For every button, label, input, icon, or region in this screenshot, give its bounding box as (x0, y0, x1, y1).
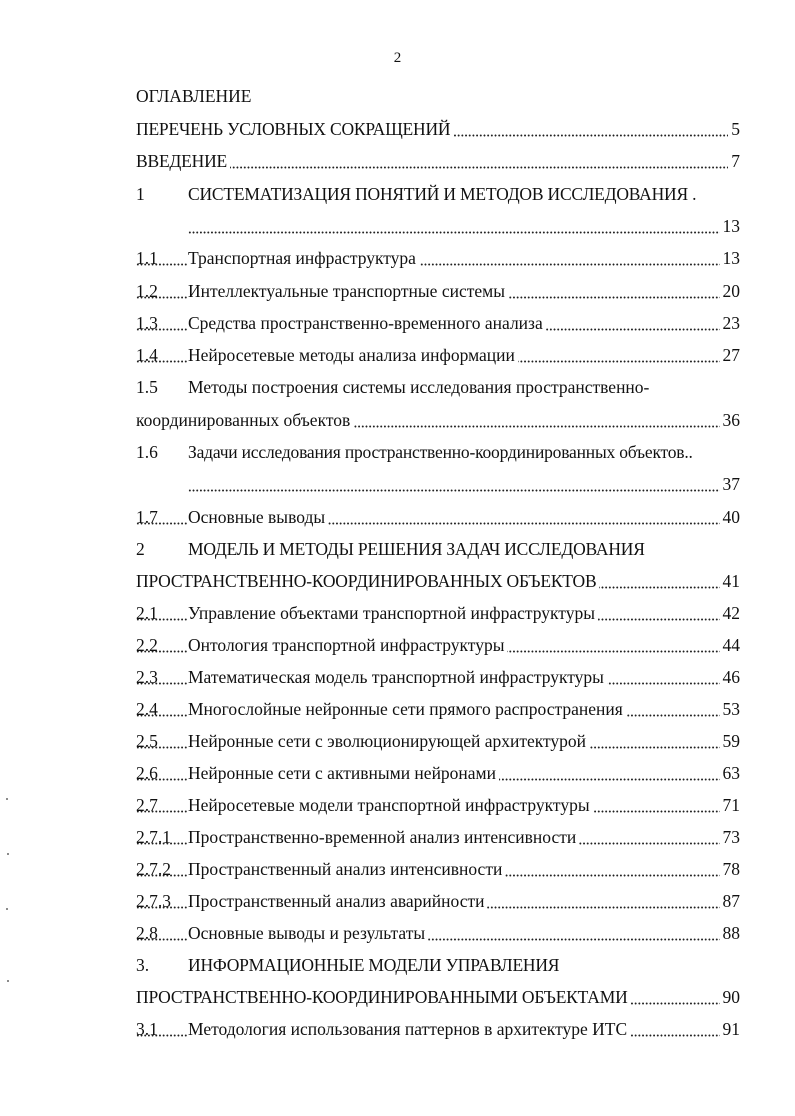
toc-entry (136, 729, 740, 753)
toc-title-text: ОГЛАВЛЕНИЕ (136, 86, 252, 106)
toc-entry-text-continuation: ПРОСТРАНСТВЕННО-КООРДИНИРОВАННЫХ ОБЪЕКТОВ (136, 569, 599, 593)
toc-entry (136, 440, 740, 464)
toc-entry-page: 13 (720, 246, 741, 270)
toc-entry-number: 2.1 (136, 603, 158, 623)
toc-entry-number: 2.5 (136, 731, 158, 751)
toc-entry (136, 1017, 740, 1041)
page-number: 2 (393, 50, 402, 66)
toc-entry-text: Транспортная инфраструктура (188, 246, 419, 270)
toc-entry (136, 343, 740, 367)
toc-entry (136, 149, 740, 173)
toc-entry-number: 2.8 (136, 923, 158, 943)
toc-entry-page: 37 (720, 472, 741, 496)
toc-entry-continuation (136, 985, 740, 1009)
toc-entry-text: Задачи исследования пространственно-координированных объектов.. (188, 442, 693, 462)
toc-entry-page: 5 (728, 117, 740, 141)
toc-entry-page: 20 (720, 279, 741, 303)
toc-entry-text: Основные выводы и результаты (188, 921, 428, 945)
toc-entry-number: 1.3 (136, 313, 158, 333)
toc-entry-text: Нейросетевые модели транспортной инфраструктуры (188, 793, 593, 817)
toc-entry-text: Интеллектуальные транспортные системы (188, 279, 508, 303)
toc-entry-text: Нейронные сети с активными нейронами (188, 761, 499, 785)
toc-entry-text: МОДЕЛЬ И МЕТОДЫ РЕШЕНИЯ ЗАДАЧ ИССЛЕДОВАНИЯ (188, 539, 645, 559)
toc-entry-text: Математическая модель транспортной инфраструктуры (188, 665, 607, 689)
toc-entry-page: 46 (720, 665, 741, 689)
toc-entry-page: 53 (720, 697, 741, 721)
toc-entry (136, 953, 740, 977)
toc-entry-number: 2.7.1 (136, 827, 171, 847)
toc-entry-text-continuation: ПРОСТРАНСТВЕННО-КООРДИНИРОВАННЫМИ ОБЪЕКТАМИ (136, 985, 631, 1009)
toc-entry (136, 505, 740, 529)
toc-entry-number: 1 (136, 184, 145, 204)
toc-entry-number: 1.4 (136, 345, 158, 365)
toc-entry-text: Пространственно-временной анализ интенсивности (188, 825, 579, 849)
toc-entry-page: 40 (720, 505, 741, 529)
toc-entry-page: 88 (720, 921, 741, 945)
toc-entry-page: 23 (720, 311, 741, 335)
toc-entry-page: 7 (728, 149, 740, 173)
scan-speck (7, 853, 9, 855)
toc-entry-number: 2.7 (136, 795, 158, 815)
toc-entry-page: 90 (720, 985, 741, 1009)
toc-entry-page: 27 (720, 343, 741, 367)
toc-entry-page: 41 (720, 569, 741, 593)
toc-entry-continuation (188, 214, 740, 238)
toc-entry-text: Нейросетевые методы анализа информации (188, 343, 518, 367)
scan-speck (6, 908, 8, 910)
toc-entry-text: СИСТЕМАТИЗАЦИЯ ПОНЯТИЙ И МЕТОДОВ ИССЛЕДОВАНИЯ . (188, 184, 697, 204)
toc-entry-page: 36 (720, 408, 741, 432)
toc-entry (136, 665, 740, 689)
toc-entry-number: 3.1 (136, 1019, 158, 1039)
toc-entry-number: 2.7.2 (136, 859, 171, 879)
toc-entry (136, 601, 740, 625)
scan-speck (7, 980, 9, 982)
toc-entry-page: 73 (720, 825, 741, 849)
toc-entry-number: 2.3 (136, 667, 158, 687)
toc-entry-page: 87 (720, 889, 741, 913)
toc-entry-page: 78 (720, 857, 741, 881)
toc-entry-page: 13 (720, 214, 741, 238)
toc-entry-number: 2.7.3 (136, 891, 171, 911)
toc-entry (136, 375, 740, 399)
toc-entry-number: 1.5 (136, 377, 158, 397)
toc-entry-page: 71 (720, 793, 741, 817)
toc-entry (136, 793, 740, 817)
toc-entry-number: 2.6 (136, 763, 158, 783)
toc-entry-text: Методы построения системы исследования пространственно- (188, 377, 650, 397)
toc-entry (136, 633, 740, 657)
toc-entry-text: ВВЕДЕНИЕ (136, 149, 230, 173)
toc-entry (136, 825, 740, 849)
toc-entry (136, 246, 740, 270)
toc-entry (136, 182, 740, 206)
toc-entry-text: Средства пространственно-временного анализа (188, 311, 546, 335)
toc-entry (136, 857, 740, 881)
toc-entry (136, 889, 740, 913)
toc-entry-page: 59 (720, 729, 741, 753)
toc-entry-text-continuation: координированных объектов (136, 408, 353, 432)
toc-entry-continuation (136, 408, 740, 432)
toc-title (136, 84, 740, 108)
toc-entry (136, 537, 740, 561)
toc-entry-text: Онтология транспортной инфраструктуры (188, 633, 507, 657)
toc-entry-text: ПЕРЕЧЕНЬ УСЛОВНЫХ СОКРАЩЕНИЙ (136, 117, 453, 141)
toc-entry-text: Пространственный анализ интенсивности (188, 857, 505, 881)
toc-entry-text: Пространственный анализ аварийности (188, 889, 487, 913)
toc-entry-number: 1.7 (136, 507, 158, 527)
toc-entry (136, 117, 740, 141)
toc-entry-text: Многослойные нейронные сети прямого распространения (188, 697, 626, 721)
toc-entry-page: 42 (720, 601, 741, 625)
scan-speck (6, 798, 8, 800)
toc-entry-number: 1.6 (136, 442, 158, 462)
toc-entry-page: 91 (720, 1017, 741, 1041)
toc-entry-number: 2 (136, 539, 145, 559)
toc-entry-page: 44 (720, 633, 741, 657)
toc-entry-number: 1.2 (136, 281, 158, 301)
toc-entry-continuation (136, 569, 740, 593)
toc-entry-page: 63 (720, 761, 741, 785)
toc-entry (136, 921, 740, 945)
toc-entry (136, 697, 740, 721)
toc-entry (136, 761, 740, 785)
toc-entry-number: 2.4 (136, 699, 158, 719)
toc-entry (136, 311, 740, 335)
toc-entry-text: Нейронные сети с эволюционирующей архитектурой (188, 729, 589, 753)
toc-entry-number: 2.2 (136, 635, 158, 655)
toc-entry-text: Основные выводы (188, 505, 328, 529)
toc-entry-text: Методология использования паттернов в архитектуре ИТС (188, 1017, 630, 1041)
toc-entry-text: ИНФОРМАЦИОННЫЕ МОДЕЛИ УПРАВЛЕНИЯ (188, 955, 560, 975)
toc-entry-text: Управление объектами транспортной инфраструктуры (188, 601, 598, 625)
toc-entry (136, 279, 740, 303)
toc-entry-number: 3. (136, 955, 150, 975)
toc-entry-continuation (188, 472, 740, 496)
toc-entry-number: 1.1 (136, 248, 158, 268)
